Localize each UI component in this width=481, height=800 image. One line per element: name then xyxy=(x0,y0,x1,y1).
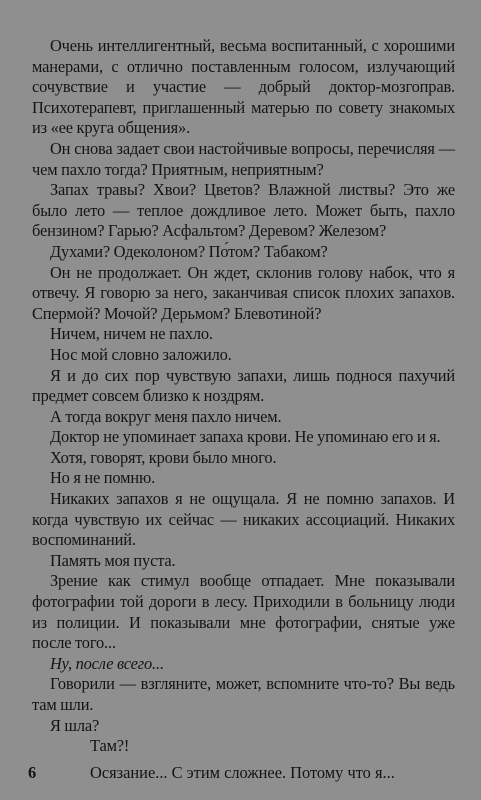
paragraph: Духами? Одеколоном? По́том? Табаком? xyxy=(50,241,328,261)
paragraph: Очень интеллигентный, весьма воспитанный, с хорошими манерами, с отлично поставленным голосом, излучающий сочувствие и участие — добрый доктор-мозгоправ. Психотерапевт, приглашенный матерью по совету знакомых из «ее круга общения». xyxy=(32,36,455,138)
paragraph: Доктор не упоминает запаха крови. Не упоминаю его и я. xyxy=(50,427,441,447)
indented-paragraph: Там?! xyxy=(90,736,130,756)
paragraph: Он не продолжает. Он ждет, склонив голову набок, что я отвечу. Я говорю за него, заканчивая список плохих запахов. Спермой? Мочой? Дерьмом? Блевотиной? xyxy=(32,262,455,323)
body-text xyxy=(32,36,455,757)
italic-paragraph: Ну, после всего... xyxy=(50,653,164,673)
paragraph: Но я не помню. xyxy=(50,468,156,488)
paragraph: Ничем, ничем не пахло. xyxy=(50,324,213,344)
paragraph: Нос мой словно заложило. xyxy=(50,344,232,364)
paragraph: Я и до сих пор чувствую запахи, лишь поднося пахучий предмет совсем близко к ноздрям. xyxy=(32,365,455,406)
paragraph: Память моя пуста. xyxy=(50,550,176,570)
paragraph: Запах травы? Хвои? Цветов? Влажной листвы? Это же было лето — теплое дождливое лето. Может быть, пахло бензином? Гарью? Асфальтом? Деревом? Железом? xyxy=(32,180,455,241)
paragraph: Хотя, говорят, крови было много. xyxy=(50,447,277,467)
paragraph: Я шла? xyxy=(50,715,100,735)
footer-text-line: Осязание... С этим сложнее. Потому что я... xyxy=(90,763,395,782)
paragraph: Он снова задает свои настойчивые вопросы, перечисляя — чем пахло тогда? Приятным, неприятным? xyxy=(32,138,455,179)
page-number: 6 xyxy=(28,763,37,782)
page-footer xyxy=(28,763,455,783)
paragraph: Никаких запахов я не ощущала. Я не помню запахов. И когда чувствую их сейчас — никаких ассоциаций. Никаких воспоминаний. xyxy=(32,489,455,550)
paragraph: Говорили — взгляните, может, вспомните что-то? Вы ведь там шли. xyxy=(32,674,455,714)
paragraph: А тогда вокруг меня пахло ничем. xyxy=(50,406,282,426)
paragraph: Зрение как стимул вообще отпадает. Мне показывали фотографии той дороги в лесу. Приходили в больницу люди из полиции. И показывали мне фотографии, снятые уже после того... xyxy=(32,571,455,653)
